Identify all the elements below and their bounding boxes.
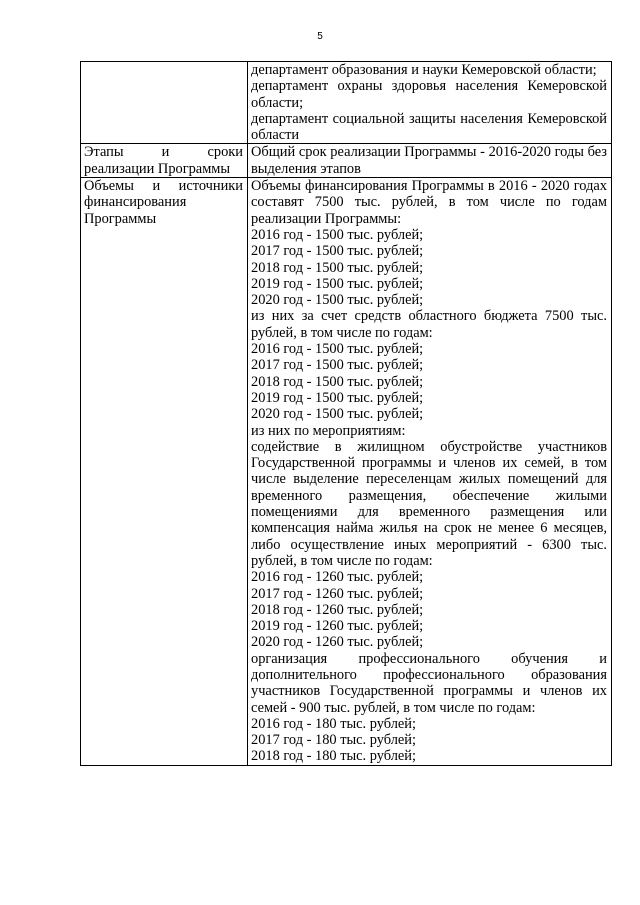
content-line: 2017 год - 1500 тыс. рублей; (251, 357, 424, 374)
content-line: 2019 год - 1260 тыс. рублей; (251, 618, 424, 635)
table-body (81, 62, 612, 766)
table-row (81, 144, 612, 178)
content-line: содействие в жилищном обустройстве участников Государственной программы и членов их семей, в том числе выделение переселенцам жилых помещений для временного размещения, обеспечение жилыми помещениями для временного размещения или компенсация найма жилья на срок не менее 6 месяцев, либо осуществление иных мероприятий - 6300 тыс. рублей, в том числе по годам: (251, 438, 607, 569)
content-line: организация профессионального обучения и дополнительного профессионального образования участников Государственной программы и членов их семей - 900 тыс. рублей, в том числе по годам: (251, 650, 607, 716)
content-line: 2020 год - 1500 тыс. рублей; (251, 406, 424, 423)
content-line: департамент социальной защиты населения Кемеровской области (251, 110, 607, 144)
content-line: 2017 год - 1260 тыс. рублей; (251, 585, 424, 602)
content-line: 2017 год - 1500 тыс. рублей; (251, 243, 424, 260)
content-line: 2019 год - 1500 тыс. рублей; (251, 389, 424, 406)
row-label-cell: Этапы и сроки реализации Программы (81, 144, 248, 178)
program-passport-table (80, 61, 612, 766)
table-row (81, 178, 612, 766)
content-line: 2018 год - 1500 тыс. рублей; (251, 373, 424, 390)
content-line: 2016 год - 180 тыс. рублей; (251, 715, 416, 732)
content-line: 2017 год - 180 тыс. рублей; (251, 732, 416, 749)
content-line: 2019 год - 1500 тыс. рублей; (251, 275, 424, 292)
content-line: 2018 год - 1260 тыс. рублей; (251, 601, 424, 618)
content-line: 2016 год - 1500 тыс. рублей; (251, 341, 424, 358)
content-line: департамент образования и науки Кемеровской области; (251, 62, 597, 78)
row-content-cell (248, 178, 612, 766)
page-number: 5 (317, 31, 323, 42)
content-line: 2018 год - 1500 тыс. рублей; (251, 259, 424, 276)
table-row (81, 62, 612, 144)
content-line: 2016 год - 1260 тыс. рублей; (251, 569, 424, 586)
content-line: департамент охраны здоровья населения Кемеровской области; (251, 78, 607, 111)
row-label-cell (81, 62, 248, 144)
row-label-cell: Объемы и источники финансирования Программы (81, 178, 248, 766)
row-content-cell (248, 62, 612, 144)
content-line: из них за счет средств областного бюджета 7500 тыс. рублей, в том числе по годам: (251, 308, 607, 341)
content-line: из них по мероприятиям: (251, 422, 406, 439)
content-line: Общий срок реализации Программы - 2016-2020 годы без выделения этапов (251, 144, 607, 177)
content-line: 2020 год - 1260 тыс. рублей; (251, 634, 424, 651)
row-content-cell (248, 144, 612, 178)
content-line: 2016 год - 1500 тыс. рублей; (251, 226, 424, 243)
content-line: 2018 год - 180 тыс. рублей; (251, 748, 416, 765)
content-line: Объемы финансирования Программы в 2016 - 2020 годах составят 7500 тыс. рублей, в том числе по годам реализации Программы: (251, 178, 607, 227)
content-line: 2020 год - 1500 тыс. рублей; (251, 292, 424, 309)
